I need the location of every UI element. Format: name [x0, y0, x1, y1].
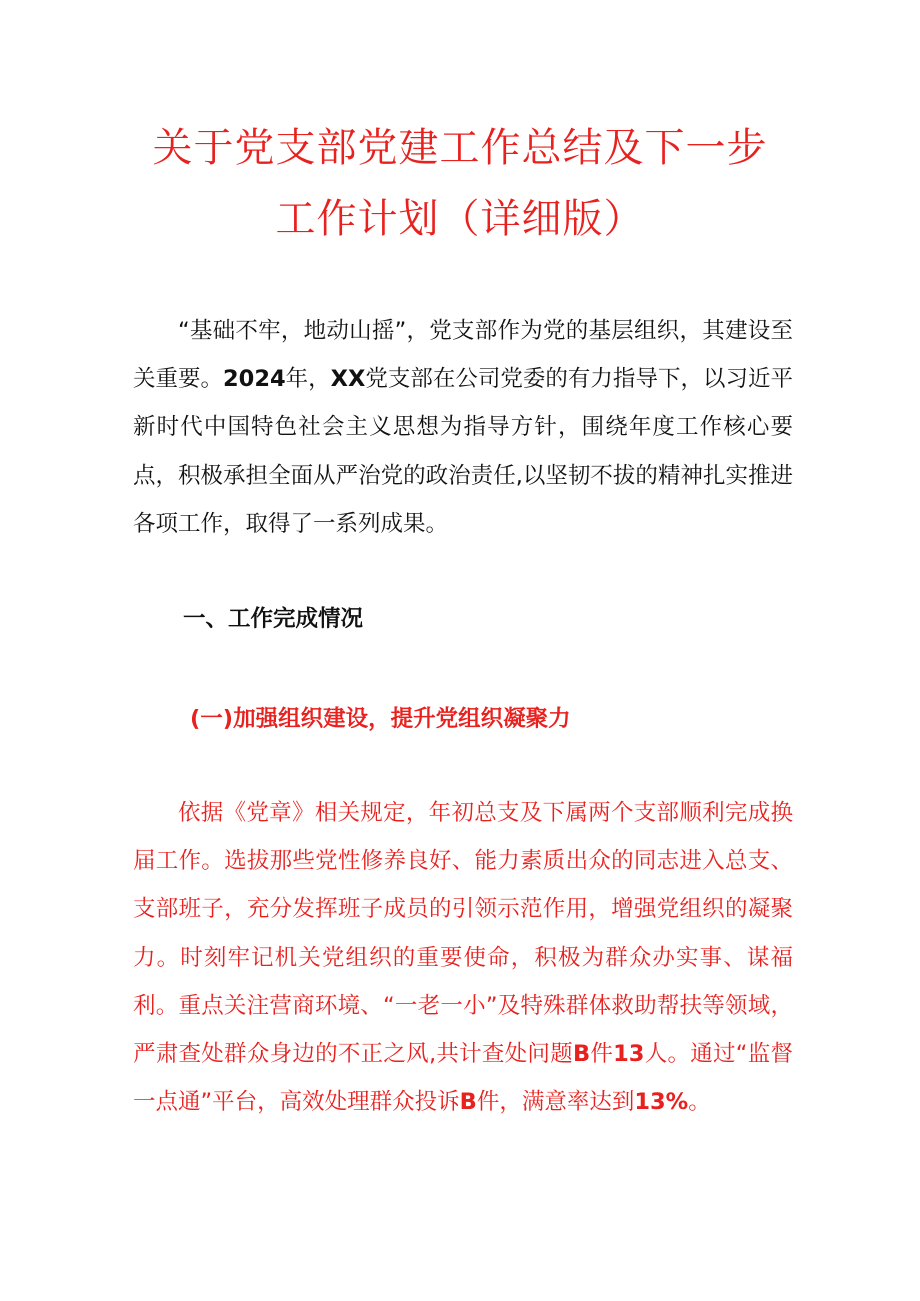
subsection-1-text-4: 件，满意率达到	[476, 1089, 635, 1116]
subsection-1-text-3: 人。通过“监督一点通”平台，高效处理群众投诉	[133, 1041, 793, 1116]
satisfaction-rate: 13%	[634, 1089, 689, 1116]
subsection-1-paragraph	[133, 789, 793, 1126]
subsection-1-text-2: 件	[590, 1041, 614, 1068]
section-1-heading: 一、工作完成情况	[183, 606, 364, 632]
document-title-line-1: 关于党支部党建工作总结及下一步	[152, 125, 768, 171]
intro-paragraph	[133, 307, 793, 548]
subsection-1-text-5: 。	[688, 1089, 711, 1116]
intro-text-3: 党支部在公司党委的有力指导下，以习近平新时代中国特色社会主义思想为指导方针，围绕年度工作核心要点，积极承担全面从严治党的政治责任,以坚韧不拔的精神扎实推进各项工作，取得了一系列成果。	[133, 366, 793, 537]
subsection-1-text-1: 依据《党章》相关规定，年初总支及下属两个支部顺利完成换届工作。选拔那些党性修养良好、能力素质出众的同志进入总支、支部班子，充分发挥班子成员的引领示范作用，增强党组织的凝聚力。时刻牢记机关党组织的重要使命，积极为群众办实事、谋福利。重点关注营商环境、“一老一小”及特殊群体救助帮扶等领域，严肃查处群众身边的不正之风,共计查处问题	[133, 800, 793, 1068]
intro-text-1: “基础不牢，地动山摇”，党支部作为党的基层组织，其建设至关重要。	[133, 318, 793, 393]
subsection-1-heading: (一)加强组织建设，提升党组织凝聚力	[190, 706, 571, 732]
document-title-line-2: 工作计划（详细版）	[275, 196, 645, 242]
problem-count: B	[572, 1041, 591, 1068]
intro-text-2: 年，	[285, 366, 331, 393]
intro-year: 2024	[223, 366, 286, 393]
intro-branch-placeholder: XX	[330, 366, 366, 393]
people-count: 13	[613, 1041, 645, 1068]
complaint-count: B	[459, 1089, 477, 1116]
